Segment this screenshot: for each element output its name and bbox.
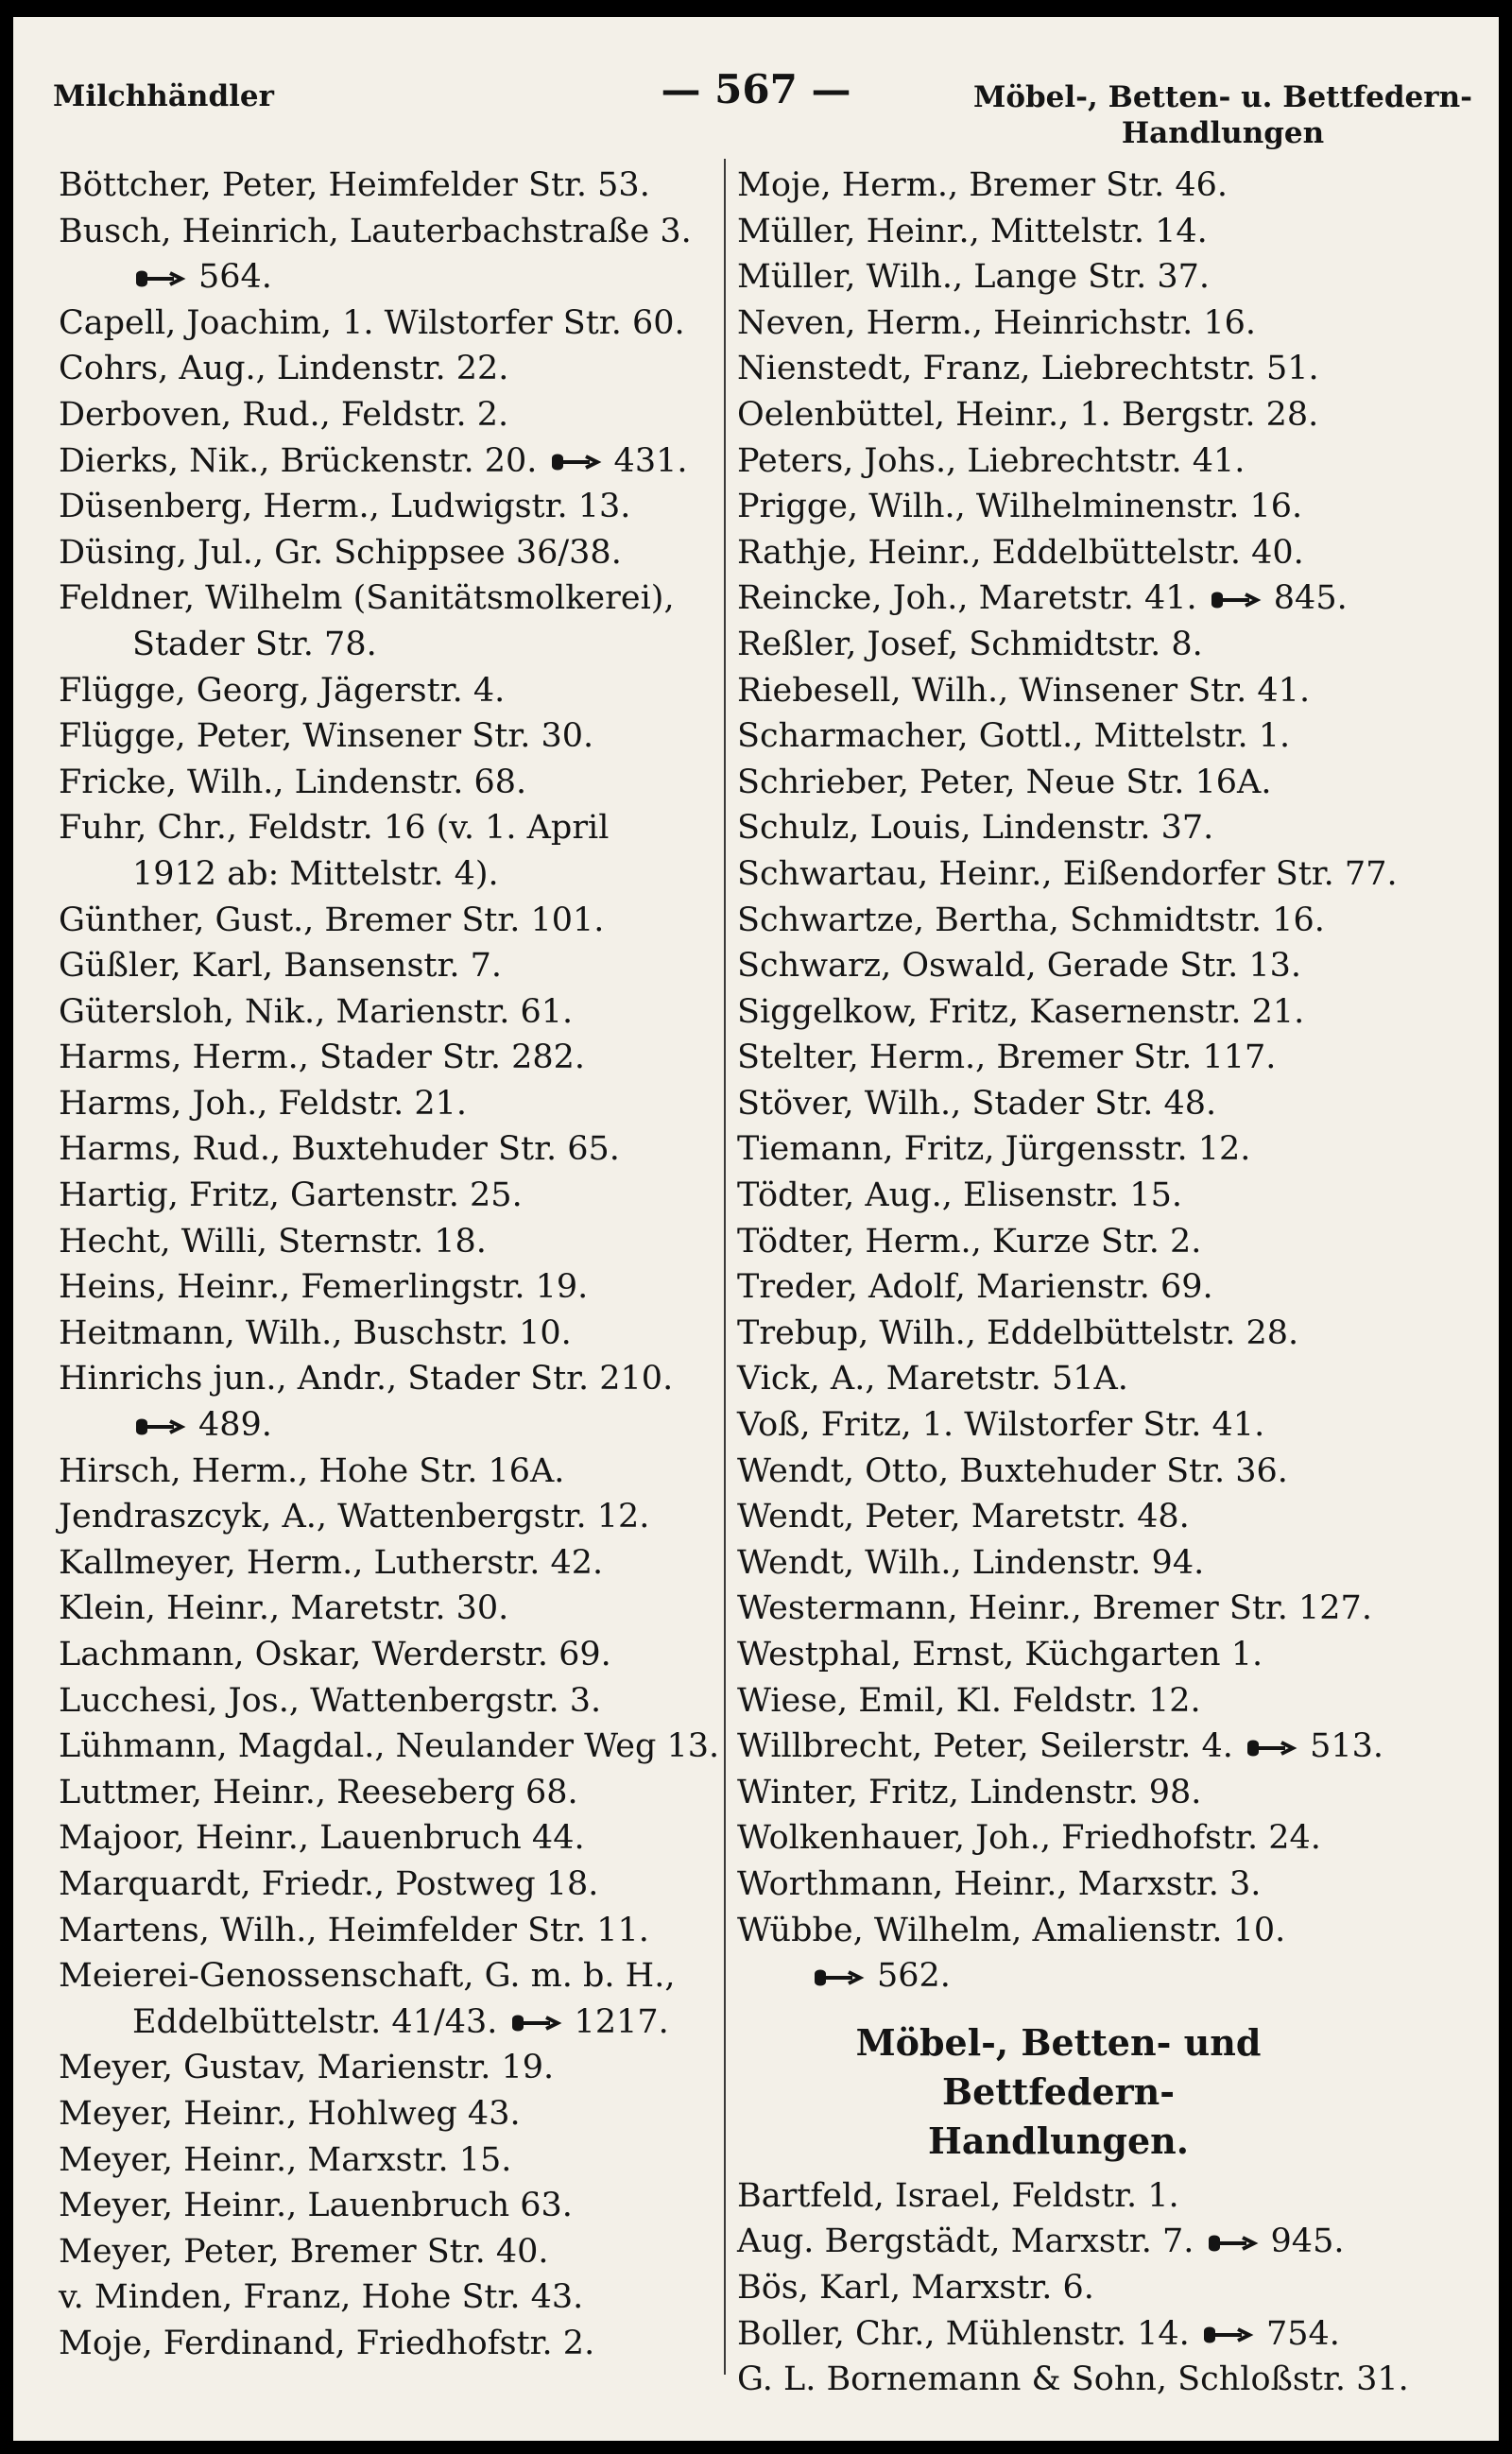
- directory-entry: [59, 1173, 720, 1219]
- entry-text: 1912 ab: Mittelstr. 4).: [132, 854, 499, 893]
- entry-text: Worthmann, Heinr., Marxstr. 3.: [737, 1864, 1262, 1903]
- directory-entry: [59, 530, 720, 576]
- entry-text: Jendraszcyk, A., Wattenbergstr. 12.: [59, 1498, 650, 1536]
- entry-text: Bartfeld, Israel, Feldstr. 1.: [737, 2176, 1179, 2215]
- directory-page: [13, 17, 1499, 2441]
- entry-text: Hirsch, Herm., Hohe Str. 16A.: [59, 1451, 565, 1490]
- section-entries: [737, 2173, 1493, 2403]
- entry-text: 562.: [877, 1957, 951, 1996]
- entry-text: Eddelbüttelstr. 41/43.: [132, 2002, 498, 2041]
- directory-entry: [59, 1632, 720, 1678]
- directory-entry: [737, 943, 1493, 989]
- directory-entry: [737, 1586, 1493, 1632]
- directory-entry: [737, 438, 1493, 485]
- entry-text: Oelenbüttel, Heinr., 1. Bergstr. 28.: [737, 395, 1319, 434]
- directory-entry: [737, 898, 1493, 944]
- entry-text: Rathje, Heinr., Eddelbüttelstr. 40.: [737, 533, 1304, 572]
- directory-entry: [737, 668, 1493, 714]
- entry-text: Güßler, Karl, Bansenstr. 7.: [59, 947, 503, 986]
- directory-entry: [59, 2045, 720, 2091]
- directory-entry: [59, 209, 720, 255]
- directory-entry: [737, 1540, 1493, 1587]
- entry-text: Neven, Herm., Heinrichstr. 16.: [737, 303, 1257, 342]
- directory-entry: [737, 2173, 1493, 2220]
- directory-entry: [737, 1770, 1493, 1816]
- entry-text: Wiese, Emil, Kl. Feldstr. 12.: [737, 1681, 1201, 1720]
- entry-text: Meyer, Heinr., Marxstr. 15.: [59, 2140, 512, 2179]
- entry-text: v. Minden, Franz, Hohe Str. 43.: [59, 2278, 584, 2317]
- entry-text: Lucchesi, Jos., Wattenbergstr. 3.: [59, 1681, 602, 1720]
- directory-entry: [737, 1219, 1493, 1265]
- directory-entry: [59, 1862, 720, 1908]
- entry-text: Tödter, Herm., Kurze Str. 2.: [737, 1222, 1202, 1261]
- entry-text: Schwartze, Bertha, Schmidtstr. 16.: [737, 901, 1325, 939]
- directory-entry: [59, 1770, 720, 1816]
- directory-entry: [59, 1035, 720, 1081]
- telephone-number: 845.: [1273, 579, 1348, 618]
- directory-entry: [737, 1264, 1493, 1311]
- directory-entry: [59, 1678, 720, 1725]
- header-right-title: [973, 79, 1472, 151]
- entry-text: Schwarz, Oswald, Gerade Str. 13.: [737, 947, 1302, 986]
- directory-entry: [737, 484, 1493, 530]
- directory-entry: [59, 1356, 720, 1402]
- directory-entry: [59, 163, 720, 209]
- directory-entry: [59, 575, 720, 622]
- entry-continuation: [59, 1402, 720, 1449]
- directory-entry: [737, 622, 1493, 668]
- directory-entry: [737, 805, 1493, 851]
- directory-entry: [737, 209, 1493, 255]
- directory-entry: [737, 346, 1493, 392]
- entry-text: 489.: [198, 1406, 272, 1445]
- entry-text: Böttcher, Peter, Heimfelder Str. 53.: [59, 166, 650, 204]
- entry-text: Schrieber, Peter, Neue Str. 16A.: [737, 763, 1272, 801]
- directory-entry: [59, 989, 720, 1036]
- entry-text: Wübbe, Wilhelm, Amalienstr. 10.: [737, 1911, 1286, 1949]
- entry-text: Schwartau, Heinr., Eißendorfer Str. 77.: [737, 854, 1398, 893]
- telephone-icon: [548, 449, 605, 475]
- directory-entry: [59, 760, 720, 806]
- entry-text: Klein, Heinr., Maretstr. 30.: [59, 1589, 509, 1628]
- directory-entry: [737, 851, 1493, 898]
- directory-entry: [737, 760, 1493, 806]
- directory-entry: [737, 254, 1493, 300]
- entry-text: Wolkenhauer, Joh., Friedhofstr. 24.: [737, 1819, 1321, 1858]
- directory-entry: [59, 438, 720, 485]
- left-column: [59, 163, 720, 2367]
- section-title-line2: Handlungen.: [927, 2119, 1190, 2162]
- entry-text: Hinrichs jun., Andr., Stader Str. 210.: [59, 1360, 674, 1399]
- entry-text: Gütersloh, Nik., Marienstr. 61.: [59, 992, 574, 1031]
- section-title: [737, 2018, 1380, 2166]
- entry-text: Tödter, Aug., Elisenstr. 15.: [737, 1176, 1182, 1215]
- page-number: — 567 —: [661, 66, 851, 112]
- directory-entry: [737, 713, 1493, 760]
- entry-text: Westermann, Heinr., Bremer Str. 127.: [737, 1589, 1372, 1628]
- directory-entry: [737, 300, 1493, 347]
- directory-entry: [737, 1632, 1493, 1678]
- entry-text: Dierks, Nik., Brückenstr. 20.: [59, 441, 538, 480]
- directory-entry: [737, 1678, 1493, 1725]
- entry-text: Harms, Rud., Buxtehuder Str. 65.: [59, 1130, 620, 1169]
- directory-entry: [59, 1311, 720, 1357]
- entry-text: Marquardt, Friedr., Postweg 18.: [59, 1864, 599, 1903]
- directory-entry: [737, 1402, 1493, 1449]
- entry-text: Trebup, Wilh., Eddelbüttelstr. 28.: [737, 1313, 1299, 1352]
- telephone-icon: [132, 1414, 189, 1440]
- right-column: [737, 163, 1493, 2403]
- directory-entry: [59, 2274, 720, 2321]
- directory-entry: [59, 898, 720, 944]
- directory-entry: [59, 805, 720, 851]
- directory-entry: [737, 1724, 1493, 1770]
- telephone-icon: [811, 1965, 868, 1991]
- directory-entry: [737, 1356, 1493, 1402]
- entry-text: Riebesell, Wilh., Winsener Str. 41.: [737, 671, 1311, 710]
- directory-entry: [737, 989, 1493, 1036]
- entry-text: Hartig, Fritz, Gartenstr. 25.: [59, 1176, 523, 1215]
- telephone-number: 431.: [613, 441, 688, 480]
- telephone-icon: [1244, 1735, 1300, 1761]
- entry-text: Flügge, Peter, Winsener Str. 30.: [59, 717, 594, 756]
- directory-entry: [737, 1494, 1493, 1540]
- entry-text: Meierei-Genossenschaft, G. m. b. H.,: [59, 1957, 676, 1996]
- entry-text: Stelter, Herm., Bremer Str. 117.: [737, 1038, 1277, 1077]
- entry-text: Günther, Gust., Bremer Str. 101.: [59, 901, 605, 939]
- entry-text: Wendt, Otto, Buxtehuder Str. 36.: [737, 1451, 1288, 1490]
- directory-entry: [59, 1540, 720, 1587]
- directory-entry: [737, 1908, 1493, 1954]
- entry-text: Busch, Heinrich, Lauterbachstraße 3.: [59, 212, 692, 250]
- entry-continuation: [59, 851, 720, 898]
- entry-text: Wendt, Wilh., Lindenstr. 94.: [737, 1543, 1205, 1582]
- right-column-entries: [737, 163, 1493, 1999]
- entry-text: Heins, Heinr., Femerlingstr. 19.: [59, 1268, 589, 1307]
- entry-text: Reßler, Josef, Schmidtstr. 8.: [737, 625, 1203, 663]
- telephone-icon: [1200, 2322, 1257, 2348]
- directory-entry: [737, 2219, 1493, 2265]
- directory-entry: [737, 2357, 1493, 2403]
- telephone-icon: [1208, 587, 1264, 613]
- column-divider: [724, 159, 726, 2375]
- directory-entry: [59, 943, 720, 989]
- entry-text: Capell, Joachim, 1. Wilstorfer Str. 60.: [59, 303, 685, 342]
- directory-entry: [737, 392, 1493, 438]
- entry-continuation: [59, 622, 720, 668]
- directory-entry: [59, 1264, 720, 1311]
- entry-continuation: [737, 1953, 1493, 1999]
- entry-text: Müller, Wilh., Lange Str. 37.: [737, 258, 1211, 297]
- entry-text: Meyer, Peter, Bremer Str. 40.: [59, 2232, 549, 2271]
- directory-entry: [737, 1311, 1493, 1357]
- entry-text: Hecht, Willi, Sternstr. 18.: [59, 1222, 487, 1261]
- entry-text: Westphal, Ernst, Küchgarten 1.: [737, 1636, 1263, 1673]
- entry-text: Peters, Johs., Liebrechtstr. 41.: [737, 441, 1246, 480]
- entry-text: Flügge, Georg, Jägerstr. 4.: [59, 671, 506, 710]
- entry-text: Fuhr, Chr., Feldstr. 16 (v. 1. April: [59, 809, 610, 848]
- directory-entry: [59, 1081, 720, 1127]
- entry-text: Moje, Ferdinand, Friedhofstr. 2.: [59, 2324, 595, 2362]
- telephone-number: 1217.: [574, 2002, 669, 2041]
- directory-entry: [737, 2311, 1493, 2358]
- entry-text: Meyer, Heinr., Lauenbruch 63.: [59, 2187, 573, 2225]
- directory-entry: [59, 1815, 720, 1862]
- telephone-number: 754.: [1265, 2314, 1340, 2353]
- entry-text: Lachmann, Oskar, Werderstr. 69.: [59, 1636, 611, 1673]
- entry-text: Feldner, Wilhelm (Sanitätsmolkerei),: [59, 579, 675, 618]
- directory-entry: [737, 1126, 1493, 1173]
- entry-text: 564.: [198, 258, 272, 297]
- entry-text: Düsing, Jul., Gr. Schippsee 36/38.: [59, 533, 622, 572]
- entry-text: Kallmeyer, Herm., Lutherstr. 42.: [59, 1543, 604, 1582]
- directory-entry: [59, 713, 720, 760]
- entry-text: Willbrecht, Peter, Seilerstr. 4.: [737, 1727, 1233, 1766]
- directory-entry: [59, 2091, 720, 2137]
- telephone-icon: [1205, 2230, 1262, 2257]
- entry-text: Meyer, Heinr., Hohlweg 43.: [59, 2094, 521, 2133]
- directory-entry: [59, 1494, 720, 1540]
- entry-continuation: [59, 1999, 720, 2046]
- entry-text: Harms, Joh., Feldstr. 21.: [59, 1084, 468, 1123]
- entry-text: Nienstedt, Franz, Liebrechtstr. 51.: [737, 350, 1319, 388]
- entry-text: Meyer, Gustav, Marienstr. 19.: [59, 2049, 555, 2087]
- telephone-icon: [508, 2010, 565, 2036]
- entry-text: Fricke, Wilh., Lindenstr. 68.: [59, 763, 527, 801]
- directory-entry: [59, 1586, 720, 1632]
- page-header: [13, 17, 1499, 159]
- directory-entry: [59, 2321, 720, 2367]
- directory-entry: [737, 1815, 1493, 1862]
- entry-text: Treder, Adolf, Marienstr. 69.: [737, 1268, 1213, 1307]
- directory-entry: [737, 1173, 1493, 1219]
- directory-entry: [59, 2137, 720, 2184]
- section-title-line1: Möbel-, Betten- und Bettfedern-: [855, 2020, 1262, 2113]
- directory-entry: [737, 2265, 1493, 2311]
- header-right-line1: Möbel-, Betten- u. Bettfedern-: [973, 80, 1472, 114]
- entry-text: Düsenberg, Herm., Ludwigstr. 13.: [59, 488, 631, 526]
- entry-text: Derboven, Rud., Feldstr. 2.: [59, 395, 509, 434]
- entry-text: Scharmacher, Gottl., Mittelstr. 1.: [737, 717, 1291, 756]
- entry-text: Harms, Herm., Stader Str. 282.: [59, 1038, 586, 1077]
- entry-text: Voß, Fritz, 1. Wilstorfer Str. 41.: [737, 1406, 1265, 1445]
- entry-text: Schulz, Louis, Lindenstr. 37.: [737, 809, 1214, 848]
- entry-text: Stader Str. 78.: [132, 625, 377, 663]
- directory-entry: [59, 1126, 720, 1173]
- directory-entry: [737, 575, 1493, 622]
- entry-continuation: [59, 254, 720, 300]
- entry-text: Reincke, Joh., Maretstr. 41.: [737, 579, 1197, 618]
- directory-entry: [737, 530, 1493, 576]
- directory-entry: [59, 1908, 720, 1954]
- entry-text: Aug. Bergstädt, Marxstr. 7.: [737, 2222, 1194, 2261]
- entry-text: Martens, Wilh., Heimfelder Str. 11.: [59, 1911, 649, 1949]
- entry-text: Müller, Heinr., Mittelstr. 14.: [737, 212, 1208, 250]
- telephone-icon: [132, 266, 189, 292]
- directory-entry: [737, 1035, 1493, 1081]
- directory-entry: [59, 484, 720, 530]
- entry-text: Luttmer, Heinr., Reeseberg 68.: [59, 1773, 578, 1811]
- entry-text: G. L. Bornemann & Sohn, Schloßstr. 31.: [737, 2360, 1409, 2399]
- entry-text: Majoor, Heinr., Lauenbruch 44.: [59, 1819, 585, 1858]
- entry-text: Wendt, Peter, Maretstr. 48.: [737, 1498, 1190, 1536]
- directory-entry: [59, 1953, 720, 1999]
- entry-text: Heitmann, Wilh., Buschstr. 10.: [59, 1313, 572, 1352]
- telephone-number: 513.: [1310, 1727, 1384, 1766]
- header-right-line2: Handlungen: [1121, 116, 1325, 150]
- entry-text: Lühmann, Magdal., Neulander Weg 13.: [59, 1727, 720, 1766]
- directory-entry: [59, 346, 720, 392]
- entry-text: Winter, Fritz, Lindenstr. 98.: [737, 1773, 1202, 1811]
- entry-text: Bös, Karl, Marxstr. 6.: [737, 2268, 1094, 2307]
- directory-entry: [737, 1862, 1493, 1908]
- directory-entry: [59, 668, 720, 714]
- directory-entry: [737, 163, 1493, 209]
- entry-text: Prigge, Wilh., Wilhelminenstr. 16.: [737, 488, 1303, 526]
- directory-entry: [59, 392, 720, 438]
- directory-entry: [59, 2183, 720, 2229]
- entry-text: Boller, Chr., Mühlenstr. 14.: [737, 2314, 1190, 2353]
- entry-text: Tiemann, Fritz, Jürgensstr. 12.: [737, 1130, 1251, 1169]
- entry-text: Cohrs, Aug., Lindenstr. 22.: [59, 350, 509, 388]
- directory-entry: [59, 1724, 720, 1770]
- directory-entry: [59, 300, 720, 347]
- telephone-number: 945.: [1270, 2222, 1345, 2261]
- header-left-title: Milchhändler: [53, 79, 274, 113]
- directory-entry: [737, 1081, 1493, 1127]
- directory-entry: [59, 2229, 720, 2275]
- directory-entry: [59, 1449, 720, 1495]
- entry-text: Vick, A., Maretstr. 51A.: [737, 1360, 1128, 1399]
- directory-entry: [737, 1449, 1493, 1495]
- directory-entry: [59, 1219, 720, 1265]
- entry-text: Siggelkow, Fritz, Kasernenstr. 21.: [737, 992, 1305, 1031]
- section-gap: [737, 2166, 1493, 2173]
- entry-text: Stöver, Wilh., Stader Str. 48.: [737, 1084, 1217, 1123]
- entry-text: Moje, Herm., Bremer Str. 46.: [737, 166, 1228, 204]
